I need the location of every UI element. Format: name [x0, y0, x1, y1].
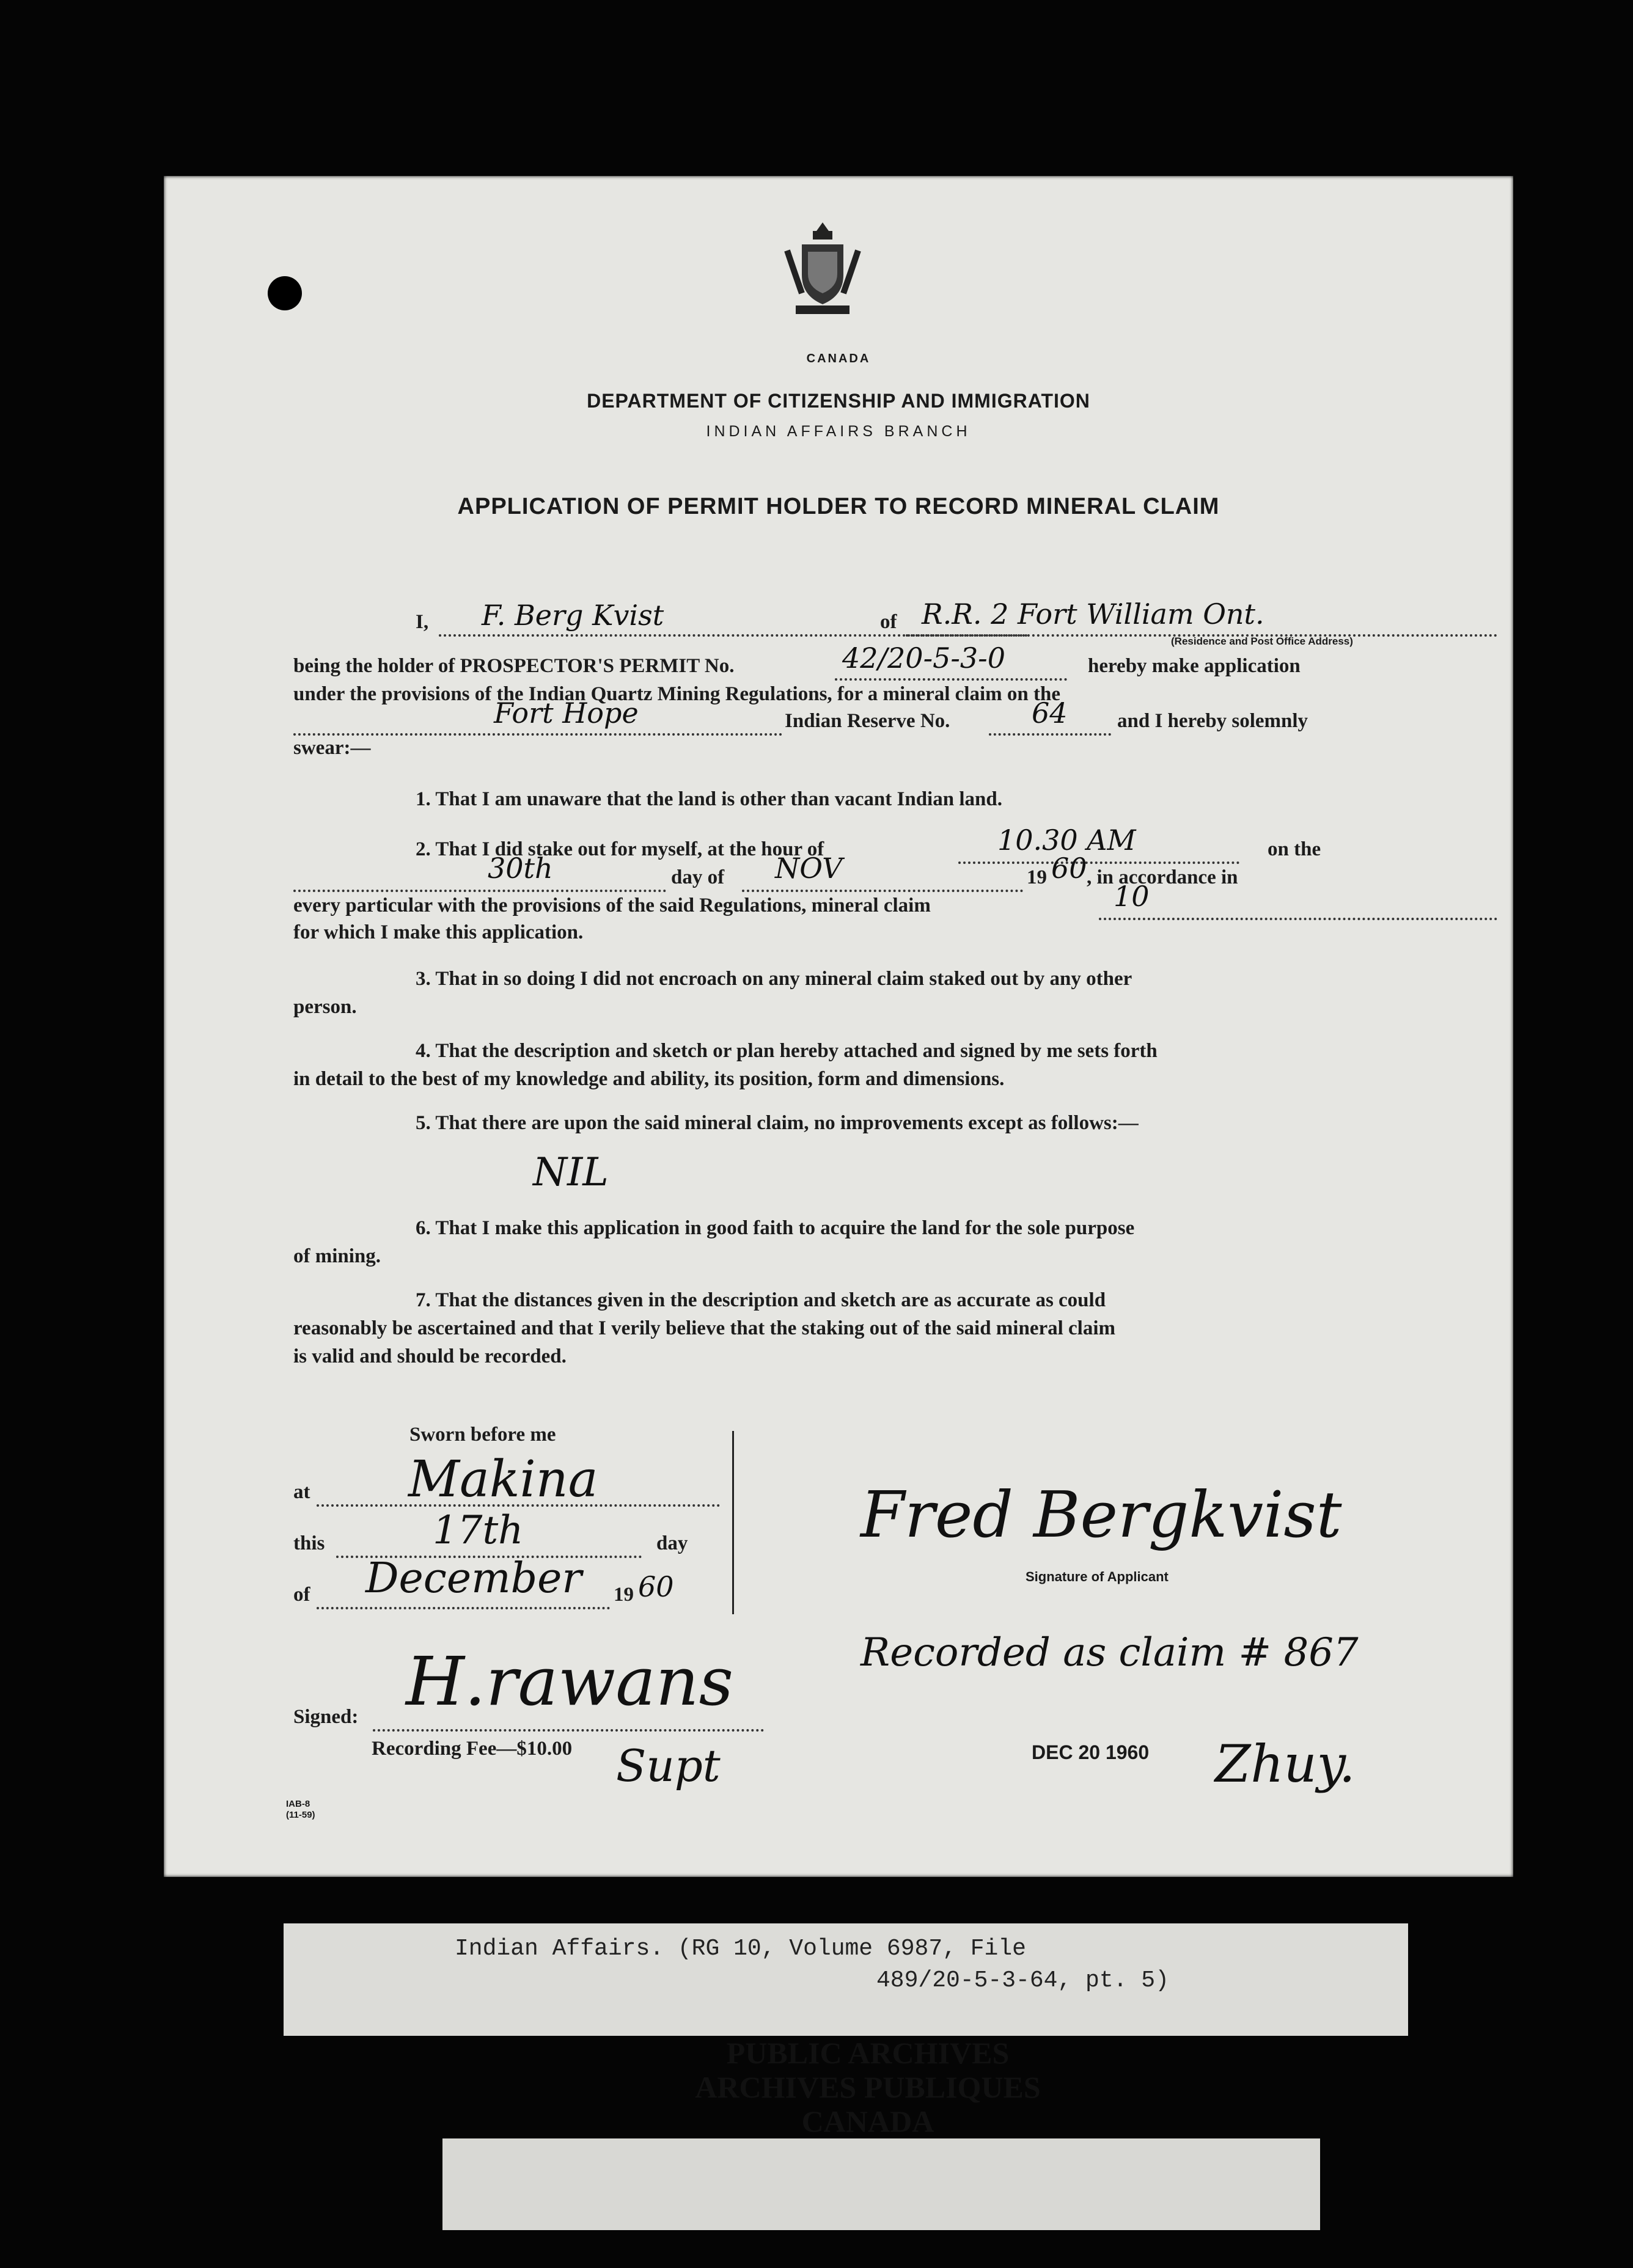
department-heading: DEPARTMENT OF CITIZENSHIP AND IMMIGRATION [587, 390, 1090, 412]
item-4-b: in detail to the best of my knowledge and ability, its position, form and dimensions. [293, 1068, 1005, 1090]
item-7-c: is valid and should be recorded. [293, 1345, 567, 1367]
archives-line-3: CANADA [801, 2104, 934, 2138]
canada-coat-of-arms-icon [783, 220, 862, 324]
claim-no-value: 10 [1114, 880, 1150, 913]
public-archives-stamp [440, 2036, 1296, 2138]
item-4-a: 4. That the description and sketch or plan hereby attached and signed by me sets forth [416, 1040, 1158, 1062]
item-2-a: 2. That I did stake out for myself, at the hour of [416, 838, 824, 860]
received-date-stamp: DEC 20 1960 [1032, 1741, 1150, 1763]
item-2-g: for which I make this application. [293, 921, 584, 943]
archive-lower-strip [442, 2138, 1320, 2230]
line2-text: being the holder of PROSPECTOR'S PERMIT No. [293, 655, 735, 677]
form-code-line-2: (11-59) [286, 1810, 315, 1820]
line1-of: of [880, 611, 897, 633]
punch-hole [268, 276, 302, 310]
archives-line-2: ARCHIVES PUBLIQUES [695, 2070, 1041, 2104]
signed-label: Signed: [293, 1706, 359, 1728]
sworn-day-value: 17th [433, 1508, 524, 1553]
item-6-a: 6. That I make this application in good faith to acquire the land for the sole purpose [416, 1217, 1135, 1239]
hour-value: 10.30 AM [997, 824, 1136, 857]
archive-reference-line-2: 489/20-5-3-64, pt. 5) [876, 1967, 1169, 1994]
sworn-this-label: this [293, 1532, 325, 1554]
line4-text: Indian Reserve No. [785, 710, 950, 732]
permit-no-value: 42/20-5-3-0 [842, 642, 1005, 675]
item-7-a: 7. That the distances given in the description and sketch are as accurate as could [416, 1289, 1106, 1311]
sworn-month-value: December [365, 1554, 582, 1603]
item-6-b: of mining. [293, 1245, 381, 1267]
address-value: R.R. 2 Fort William Ont. [922, 598, 1264, 631]
sworn-place-value: Makina [408, 1450, 598, 1509]
item-3-b: person. [293, 996, 357, 1018]
item-5: 5. That there are upon the said mineral claim, no improvements except as follows:— [416, 1112, 1139, 1134]
item-2-b: on the [1268, 838, 1321, 860]
archive-reference-line-1: Indian Affairs. (RG 10, Volume 6987, File [455, 1936, 1026, 1962]
line1-prefix: I, [416, 611, 429, 633]
archives-line-1: PUBLIC ARCHIVES [726, 2036, 1010, 2070]
address-caption: (Residence and Post Office Address) [1171, 635, 1353, 647]
applicant-name: F. Berg Kvist [482, 599, 664, 632]
country-label: CANADA [806, 352, 871, 365]
recording-fee: Recording Fee—$10.00 [372, 1738, 573, 1760]
form-code-line-1: IAB-8 [286, 1799, 310, 1809]
line3-text: under the provisions of the Indian Quartz Mining Regulations, for a mineral claim on the [293, 683, 1060, 705]
reserve-name-value: Fort Hope [494, 697, 639, 730]
stake-day-value: 30th [488, 852, 553, 885]
official-title: Supt [616, 1740, 721, 1791]
item-2-e: , in accordance in [1087, 866, 1238, 888]
item-1: 1. That I am unaware that the land is other than vacant Indian land. [416, 788, 1002, 810]
claim-no-field [1099, 894, 1497, 920]
official-signature: H.rawans [406, 1642, 734, 1721]
item-3-a: 3. That in so doing I did not encroach on any mineral claim staked out by any other [416, 968, 1132, 990]
sworn-year-prefix: 19 [614, 1584, 634, 1606]
improvements-value: NIL [533, 1150, 609, 1195]
line4-suffix: and I hereby solemnly [1117, 710, 1308, 732]
item-7-b: reasonably be ascertained and that I verily believe that the staking out of the said mineral claim [293, 1317, 1116, 1339]
stake-day-field [293, 866, 666, 892]
item-2-c: day of [671, 866, 725, 888]
form-title: APPLICATION OF PERMIT HOLDER TO RECORD MINERAL CLAIM [457, 494, 1220, 519]
applicant-signature: Fred Bergkvist [861, 1477, 1342, 1552]
document-page [164, 176, 1513, 1877]
sworn-day-label: day [656, 1532, 688, 1554]
sworn-bracket [726, 1431, 734, 1614]
item-2-f: every particular with the provisions of the said Regulations, mineral claim [293, 894, 931, 916]
sworn-heading: Sworn before me [409, 1424, 556, 1446]
branch-heading: INDIAN AFFAIRS BRANCH [706, 423, 971, 440]
applicant-signature-caption: Signature of Applicant [1026, 1569, 1169, 1584]
archive-reference-label [284, 1923, 1408, 2036]
sworn-of-label: of [293, 1584, 310, 1606]
stake-year-value: 60 [1051, 852, 1087, 885]
sworn-year-value: 60 [638, 1570, 674, 1603]
swear-text: swear:— [293, 737, 371, 759]
form-code [286, 1799, 315, 1821]
stake-month-value: NOV [775, 852, 843, 885]
archive-reference-text [455, 1933, 1169, 1997]
recorded-note: Recorded as claim # 867 [861, 1630, 1359, 1675]
item-2-year-prefix: 19 [1027, 866, 1047, 888]
sworn-at-label: at [293, 1481, 310, 1503]
reserve-no-value: 64 [1032, 697, 1068, 730]
line2-suffix: hereby make application [1088, 655, 1301, 677]
recorder-initials: Zhuy. [1215, 1734, 1356, 1794]
